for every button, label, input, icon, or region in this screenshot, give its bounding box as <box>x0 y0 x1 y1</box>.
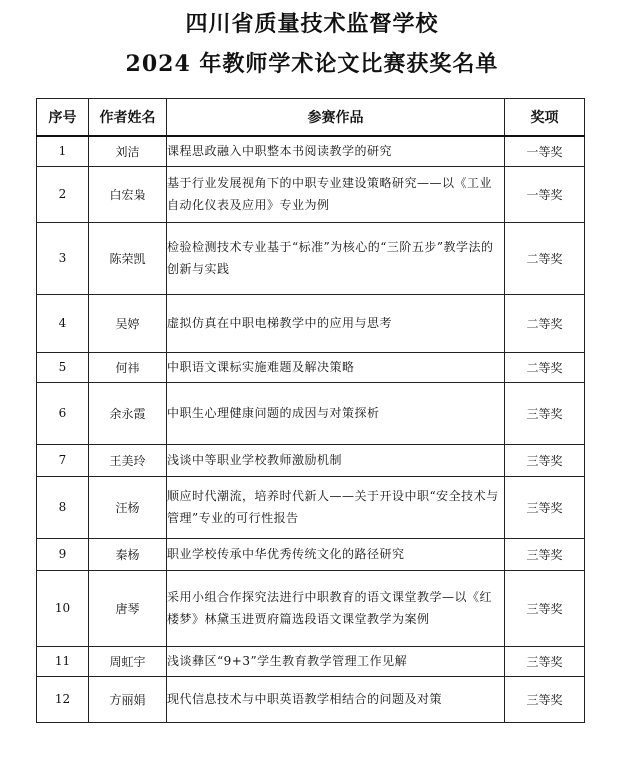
row-serial-number: 10 <box>37 570 89 646</box>
row-serial-number: 7 <box>37 444 89 476</box>
document-title-line-2: 2024 年教师学术论文比赛获奖名单 <box>125 51 499 77</box>
row-entry-work: 职业学校传承中华优秀传统文化的路径研究 <box>167 538 505 570</box>
row-author-name: 陈荣凯 <box>89 222 167 294</box>
row-award: 三等奖 <box>505 538 585 570</box>
row-award: 三等奖 <box>505 382 585 444</box>
row-author-name: 白宏枭 <box>89 166 167 222</box>
row-award: 三等奖 <box>505 676 585 722</box>
row-author-name: 方丽娟 <box>89 676 167 722</box>
table-row <box>37 222 585 294</box>
header-serial-number: 序号 <box>37 99 89 137</box>
row-award: 二等奖 <box>505 352 585 382</box>
document-title-line-1: 四川省质量技术监督学校 <box>185 11 439 37</box>
row-author-name: 秦杨 <box>89 538 167 570</box>
row-serial-number: 12 <box>37 676 89 722</box>
row-award: 二等奖 <box>505 294 585 352</box>
row-serial-number: 5 <box>37 352 89 382</box>
row-award: 三等奖 <box>505 646 585 676</box>
row-author-name: 周虹宇 <box>89 646 167 676</box>
header-entry-work: 参赛作品 <box>167 99 505 137</box>
table-header-row <box>37 99 585 137</box>
header-award: 奖项 <box>505 99 585 137</box>
table-row <box>37 676 585 722</box>
row-entry-work: 浅谈中等职业学校教师激励机制 <box>167 444 505 476</box>
table-row <box>37 570 585 646</box>
row-entry-work: 基于行业发展视角下的中职专业建设策略研究——以《工业自动化仪表及应用》专业为例 <box>167 166 505 222</box>
row-author-name: 何祎 <box>89 352 167 382</box>
row-serial-number: 1 <box>37 136 89 166</box>
row-author-name: 王美玲 <box>89 444 167 476</box>
table-row <box>37 538 585 570</box>
row-entry-work: 检验检测技术专业基于“标准”为核心的“三阶五步”教学法的创新与实践 <box>167 222 505 294</box>
row-entry-work: 虚拟仿真在中职电梯教学中的应用与思考 <box>167 294 505 352</box>
table-row <box>37 646 585 676</box>
row-serial-number: 4 <box>37 294 89 352</box>
row-author-name: 唐琴 <box>89 570 167 646</box>
row-serial-number: 2 <box>37 166 89 222</box>
row-entry-work: 现代信息技术与中职英语教学相结合的问题及对策 <box>167 676 505 722</box>
table-row <box>37 136 585 166</box>
table-row <box>37 352 585 382</box>
row-serial-number: 3 <box>37 222 89 294</box>
row-award: 三等奖 <box>505 444 585 476</box>
table-row <box>37 166 585 222</box>
row-author-name: 汪杨 <box>89 476 167 538</box>
row-entry-work: 顺应时代潮流，培养时代新人——关于开设中职“安全技术与管理”专业的可行性报告 <box>167 476 505 538</box>
row-entry-work: 浅谈彝区“9+3”学生教育教学管理工作见解 <box>167 646 505 676</box>
table-row <box>37 444 585 476</box>
row-serial-number: 8 <box>37 476 89 538</box>
row-award: 三等奖 <box>505 476 585 538</box>
row-author-name: 吴婷 <box>89 294 167 352</box>
row-award: 二等奖 <box>505 222 585 294</box>
row-serial-number: 6 <box>37 382 89 444</box>
row-entry-work: 课程思政融入中职整本书阅读教学的研究 <box>167 136 505 166</box>
row-serial-number: 11 <box>37 646 89 676</box>
table-row <box>37 294 585 352</box>
row-author-name: 刘洁 <box>89 136 167 166</box>
row-award: 一等奖 <box>505 166 585 222</box>
header-author-name: 作者姓名 <box>89 99 167 137</box>
row-award: 一等奖 <box>505 136 585 166</box>
award-list-table <box>36 98 585 723</box>
row-entry-work: 中职生心理健康问题的成因与对策探析 <box>167 382 505 444</box>
row-serial-number: 9 <box>37 538 89 570</box>
table-row <box>37 382 585 444</box>
row-entry-work: 采用小组合作探究法进行中职教育的语文课堂教学—以《红楼梦》林黛玉进贾府篇选段语文课堂教学为案例 <box>167 570 505 646</box>
row-entry-work: 中职语文课标实施难题及解决策略 <box>167 352 505 382</box>
row-author-name: 余永霞 <box>89 382 167 444</box>
table-row <box>37 476 585 538</box>
row-award: 三等奖 <box>505 570 585 646</box>
